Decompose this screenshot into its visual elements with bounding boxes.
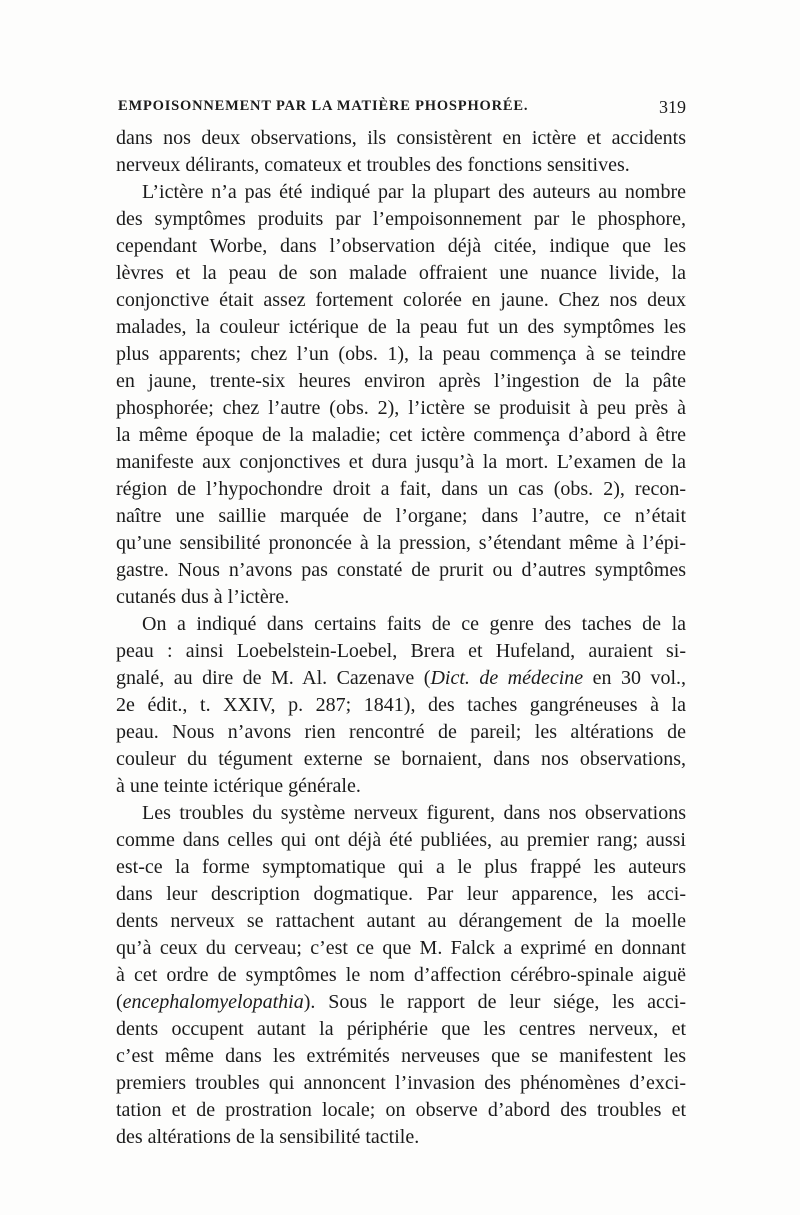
text-line: dans nos deux observations, ils consistèrent en ictère et accidents [116,127,686,149]
text-line: des symptômes produits par l’empoisonnement par le phosphore, [116,208,686,230]
text-line: dents nerveux se rattachent autant au dérangement de la moelle [116,910,686,932]
text-line: couleur du tégument externe se bornaient, dans nos observations, [116,748,686,770]
text-line: naître une saillie marquée de l’organe; dans l’autre, ce n’était [116,505,686,527]
text-line [116,989,686,1016]
text-segment: ( [116,991,123,1013]
text-line: dents occupent autant la périphérie que les centres nerveux, et [116,1018,686,1040]
text-line: phosphorée; chez l’autre (obs. 2), l’ictère se produisit à peu près à [116,397,686,419]
text-line: lèvres et la peau de son malade offraient une nuance livide, la [116,262,686,284]
text-line: manifeste aux conjonctives et dura jusqu’à la mort. L’examen de la [116,451,686,473]
text-segment: gnalé, au dire de M. Al. Cazenave ( [116,667,431,689]
text-line: dans leur description dogmatique. Par leur apparence, les acci- [116,883,686,905]
page-header [118,98,686,122]
text-line: en jaune, trente-six heures environ après l’ingestion de la pâte [116,370,686,392]
text-line: à cet ordre de symptômes le nom d’affection cérébro-spinale aiguë [116,964,686,986]
text-line: L’ictère n’a pas été indiqué par la plupart des auteurs au nombre [142,181,686,203]
text-line: nerveux délirants, comateux et troubles des fonctions sensitives. [116,154,630,176]
text-line: plus apparents; chez l’un (obs. 1), la peau commença à se teindre [116,343,686,365]
text-line: qu’à ceux du cerveau; c’est ce que M. Falck a exprimé en donnant [116,937,686,959]
italic-text: encephalomyelopathia [122,991,304,1013]
text-line: cutanés dus à l’ictère. [116,586,290,608]
text-line: peau : ainsi Loebelstein-Loebel, Brera et Hufeland, auraient si- [116,640,686,662]
text-line: malades, la couleur ictérique de la peau fut un des symptômes les [116,316,686,338]
text-line: premiers troubles qui annoncent l’invasion des phénomènes d’exci- [116,1072,686,1094]
text-line: On a indiqué dans certains faits de ce genre des taches de la [142,613,686,635]
text-segment: en 30 vol., [583,667,686,689]
text-line [116,665,686,692]
text-line: cependant Worbe, dans l’observation déjà citée, indique que les [116,235,686,257]
italic-text: Dict. de médecine [430,667,584,689]
text-line: à une teinte ictérique générale. [116,775,361,797]
text-line: des altérations de la sensibilité tactile. [116,1126,420,1148]
text-line: la même époque de la maladie; cet ictère commença d’abord à être [116,424,686,446]
text-line: 2e édit., t. XXIV, p. 287; 1841), des taches gangréneuses à la [116,694,686,716]
text-line: comme dans celles qui ont déjà été publiées, au premier rang; aussi [116,829,686,851]
text-line: tation et de prostration locale; on observe d’abord des troubles et [116,1099,686,1121]
body-text [116,125,686,1151]
text-segment: ). Sous le rapport de leur siége, les acci- [303,991,686,1013]
running-title: EMPOISONNEMENT PAR LA MATIÈRE PHOSPHORÉE. [118,98,529,114]
page-number: 319 [659,97,686,117]
text-line: conjonctive était assez fortement colorée en jaune. Chez nos deux [116,289,686,311]
text-line: gastre. Nous n’avons pas constaté de prurit ou d’autres symptômes [116,559,686,581]
text-line: région de l’hypochondre droit a fait, dans un cas (obs. 2), recon- [116,478,686,500]
text-line: Les troubles du système nerveux figurent, dans nos observations [142,802,686,824]
text-line: est-ce la forme symptomatique qui a le plus frappé les auteurs [116,856,686,878]
text-line: c’est même dans les extrémités nerveuses que se manifestent les [116,1045,686,1067]
text-line: qu’une sensibilité prononcée à la pression, s’étendant même à l’épi- [116,532,686,554]
text-line: peau. Nous n’avons rien rencontré de pareil; les altérations de [116,721,686,743]
